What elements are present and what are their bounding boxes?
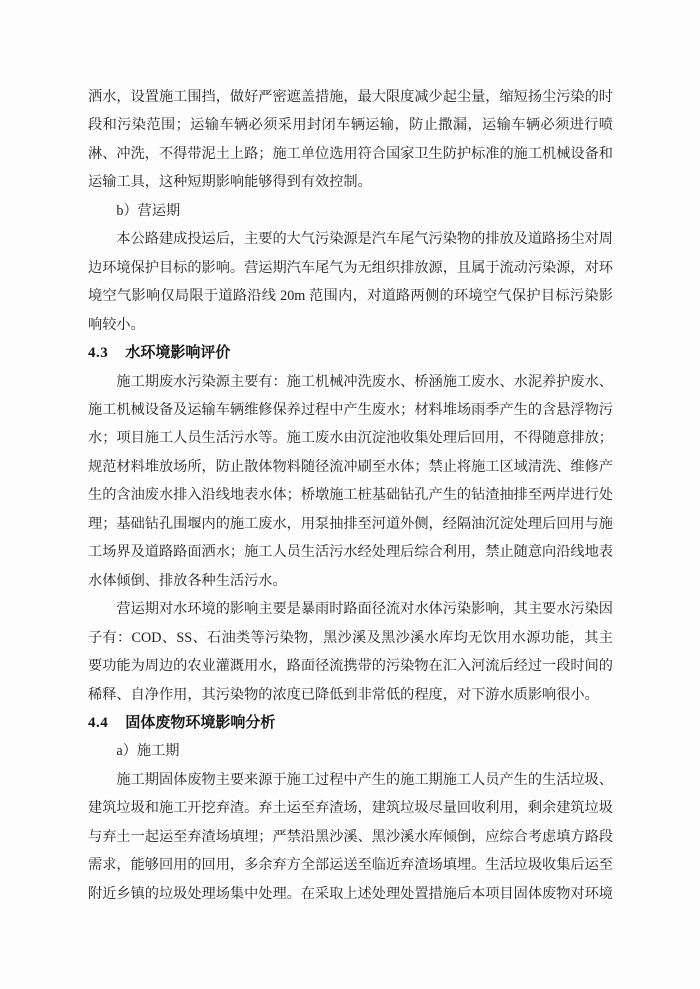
paragraph-operation-water-impact: 营运期对水环境的影响主要是暴雨时路面径流对水体污染影响，其主要水污染因子有：COD、SS、石油类等污染物，黑沙溪及黑沙溪水库均无饮用水源功能，其主要功能为周边的农业灌溉用水，路面径流携带的污染物在汇入河流后经过一段时间的稀释、自净作用，其污染物的浓度已降低到非常低的程度，对下游水质影响很小。 <box>88 601 613 703</box>
section-number-4-4: 4.4 <box>88 714 109 731</box>
section-heading-4-4 <box>88 709 613 737</box>
section-heading-4-3 <box>88 339 613 367</box>
section-title-water-environment: 水环境影响评价 <box>125 344 231 362</box>
section-title-solid-waste: 固体废物环境影响分析 <box>125 713 276 731</box>
section-number-4-3: 4.3 <box>88 345 109 362</box>
subheading-operation-period: b）营运期 <box>116 202 181 219</box>
paragraph-operation-air-impact: 本公路建成投运后，主要的大气污染源是汽车尾气污染物的排放及道路扬尘对周边环境保护目标的影响。营运期汽车尾气为无组织排放源，且属于流动污染源，对环境空气影响仅局限于道路沿线 20m 范围内，对道路两侧的环境空气保护目标污染影响较小。 <box>88 231 613 333</box>
subheading-construction-period: a）施工期 <box>116 743 180 760</box>
paragraph-solid-waste-disposal: 施工期固体废物主要来源于施工过程中产生的施工期施工人员产生的生活垃圾、建筑垃圾和施工开挖弃渣。弃土运至弃渣场，建筑垃圾尽量回收利用，剩余建筑垃圾与弃土一起运至弃渣场填埋；严禁沿黑沙溪、黑沙溪水库倾倒，应综合考虑填方路段需求，能够回用的回用，多余弃方全部运送至临近弃渣场填埋。生活垃圾收集后运至附近乡镇的垃圾处理场集中处理。在采取上述处理处置措施后本项目固体废物对环境 <box>88 771 613 902</box>
paragraph-construction-wastewater: 施工期废水污染源主要有：施工机械冲洗废水、桥涵施工废水、水泥养护废水、施工机械设备及运输车辆维修保养过程中产生废水；材料堆场雨季产生的含悬浮物污水；项目施工人员生活污水等。施工废水由沉淀池收集处理后回用，不得随意排放；规范材料堆放场所，防止散体物料随径流冲刷至水体；禁止将施工区域清洗、维修产生的含油废水排入沿线地表水体；桥墩施工桩基础钻孔产生的钻渣抽排至两岸进行处理；基础钻孔围堰内的施工废水，用泵抽排至河道外侧，经隔油沉淀处理后回用与施工场界及道路路面洒水；施工人员生活污水经处理后综合利用，禁止随意向沿线地表水体倾倒、排放各种生活污水。 <box>88 373 613 589</box>
page-content <box>88 83 613 908</box>
paragraph-dust-control-measures: 洒水，设置施工围挡，做好严密遮盖措施，最大限度减少起尘量，缩短扬尘污染的时段和污染范围；运输车辆必须采用封闭车辆运输，防止撒漏，运输车辆必须进行喷淋、冲洗，不得带泥土上路；施工单位选用符合国家卫生防护标准的施工机械设备和运输工具，这种短期影响能够得到有效控制。 <box>88 89 613 191</box>
